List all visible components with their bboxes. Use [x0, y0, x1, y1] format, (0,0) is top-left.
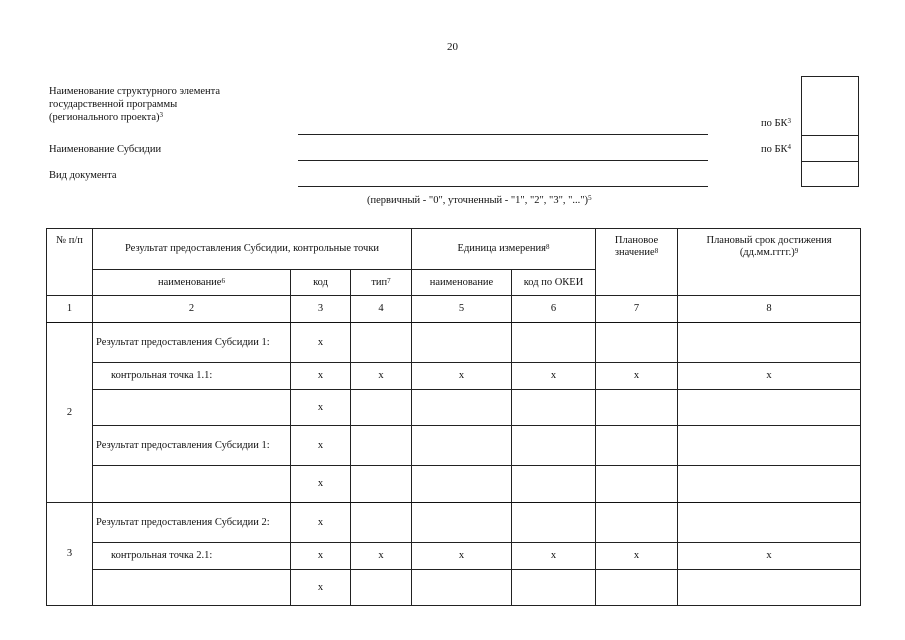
col-number: 7: [596, 296, 678, 323]
cell-okei[interactable]: [512, 466, 596, 503]
bk2-label: по $БК^4$: [761, 143, 792, 155]
header-type: тип$^7$: [351, 270, 412, 296]
col-number: 8: [678, 296, 861, 323]
cell-code: x: [291, 570, 351, 606]
header-num: № п/п: [47, 229, 93, 296]
cell-code: x: [291, 363, 351, 390]
cell-okei[interactable]: [512, 426, 596, 466]
cell-date[interactable]: [678, 390, 861, 426]
cell-unit-name[interactable]: [412, 570, 512, 606]
col-number: 4: [351, 296, 412, 323]
cell-name: Результат предоставления Субсидии 2:: [93, 503, 291, 543]
doc-type-field[interactable]: [298, 186, 708, 187]
header-row: [47, 229, 861, 270]
row-group-number: 3: [47, 503, 93, 606]
cell-unit-name: x: [412, 543, 512, 570]
cell-code: x: [291, 323, 351, 363]
structural-element-field[interactable]: [298, 134, 708, 135]
doc-type-label: Вид документа: [49, 170, 117, 181]
cell-okei[interactable]: [512, 390, 596, 426]
structural-element-line-1: Наименование структурного элемента: [49, 86, 220, 97]
cell-type: x: [351, 363, 412, 390]
header-name: наименование$^6$: [93, 270, 291, 296]
cell-date[interactable]: [678, 466, 861, 503]
cell-name[interactable]: [93, 390, 291, 426]
cell-type[interactable]: [351, 503, 412, 543]
table-row: [47, 363, 861, 390]
table-row: [47, 426, 861, 466]
cell-code: x: [291, 466, 351, 503]
col-number: 1: [47, 296, 93, 323]
cell-name: контрольная точка 2.1:: [93, 543, 291, 570]
table-row: [47, 503, 861, 543]
table-row: [47, 543, 861, 570]
cell-okei[interactable]: [512, 570, 596, 606]
cell-code: x: [291, 543, 351, 570]
cell-type[interactable]: [351, 426, 412, 466]
cell-date[interactable]: [678, 503, 861, 543]
cell-value[interactable]: [596, 466, 678, 503]
cell-value: x: [596, 543, 678, 570]
structural-element-label: [49, 85, 220, 124]
col-number: 6: [512, 296, 596, 323]
cell-name[interactable]: [93, 466, 291, 503]
cell-name: Результат предоставления Субсидии 1:: [93, 426, 291, 466]
structural-element-line-3: (регионального проекта)$^3$: [49, 111, 164, 123]
doc-type-note: (первичный - "0", уточненный - "1", "2", "3", "...")$^5$: [367, 194, 592, 206]
subsidy-name-field[interactable]: [298, 160, 708, 161]
cell-date: x: [678, 543, 861, 570]
header-code: код: [291, 270, 351, 296]
table-row: [47, 466, 861, 503]
cell-value: x: [596, 363, 678, 390]
col-number: 2: [93, 296, 291, 323]
header-unit-name: наименование: [412, 270, 512, 296]
cell-unit-name[interactable]: [412, 466, 512, 503]
cell-value[interactable]: [596, 426, 678, 466]
header-result: Результат предоставления Субсидии, контрольные точки: [93, 229, 412, 270]
cell-okei[interactable]: [512, 323, 596, 363]
cell-value[interactable]: [596, 390, 678, 426]
table-row: [47, 570, 861, 606]
cell-code: x: [291, 503, 351, 543]
cell-value[interactable]: [596, 323, 678, 363]
cell-value[interactable]: [596, 570, 678, 606]
cell-unit-name[interactable]: [412, 323, 512, 363]
table-row: [47, 323, 861, 363]
cell-date[interactable]: [678, 323, 861, 363]
col-number: 3: [291, 296, 351, 323]
cell-date[interactable]: [678, 426, 861, 466]
cell-name: контрольная точка 1.1:: [93, 363, 291, 390]
cell-okei: x: [512, 363, 596, 390]
structural-element-line-2: государственной программы: [49, 99, 178, 110]
header-unit: Единица измерения$^8$: [412, 229, 596, 270]
cell-unit-name[interactable]: [412, 390, 512, 426]
cell-name[interactable]: [93, 570, 291, 606]
cell-type: x: [351, 543, 412, 570]
cell-date: x: [678, 363, 861, 390]
results-table: [46, 228, 861, 606]
cell-value[interactable]: [596, 503, 678, 543]
cell-okei[interactable]: [512, 503, 596, 543]
cell-name: Результат предоставления Субсидии 1:: [93, 323, 291, 363]
code-box: [801, 76, 859, 187]
cell-unit-name: x: [412, 363, 512, 390]
header-planned-value: Плановое значение$^8$: [596, 229, 678, 296]
cell-type[interactable]: [351, 570, 412, 606]
cell-code: x: [291, 426, 351, 466]
code-box-divider: [802, 135, 858, 136]
column-numbers-row: [47, 296, 861, 323]
row-group-number: 2: [47, 323, 93, 503]
code-box-divider: [802, 161, 858, 162]
cell-type[interactable]: [351, 466, 412, 503]
page-number: 20: [447, 41, 458, 53]
cell-unit-name[interactable]: [412, 426, 512, 466]
header-okei-code: код по ОКЕИ: [512, 270, 596, 296]
cell-okei: x: [512, 543, 596, 570]
cell-type[interactable]: [351, 390, 412, 426]
cell-type[interactable]: [351, 323, 412, 363]
cell-unit-name[interactable]: [412, 503, 512, 543]
col-number: 5: [412, 296, 512, 323]
bk1-label: по $БК^3$: [761, 117, 792, 129]
cell-date[interactable]: [678, 570, 861, 606]
subsidy-name-label: Наименование Субсидии: [49, 144, 162, 155]
table-row: [47, 390, 861, 426]
header-planned-date: Плановый срок достижения (дд.мм.гггг.)$^9$: [678, 229, 861, 296]
cell-code: x: [291, 390, 351, 426]
